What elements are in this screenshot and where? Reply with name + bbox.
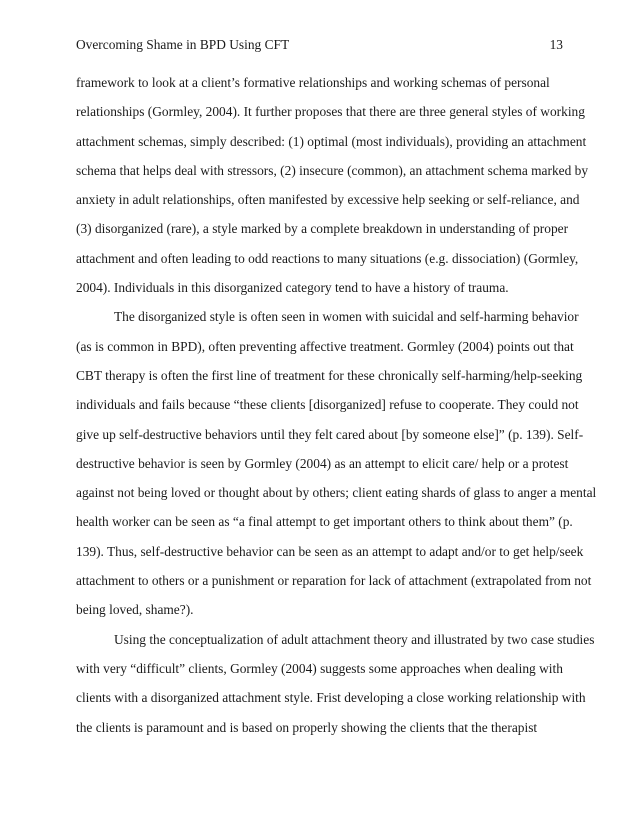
text-line: framework to look at a client’s formative relationships and working schemas of personal	[76, 75, 550, 90]
text-line: CBT therapy is often the first line of treatment for these chronically self-harming/help-seeking	[76, 367, 583, 383]
running-head: Overcoming Shame in BPD Using CFT	[76, 37, 290, 52]
text-line: attachment and often leading to odd reactions to many situations (e.g. dissociation) (Gormley,	[76, 250, 579, 266]
text-line: the clients is paramount and is based on properly showing the clients that the therapist	[76, 719, 538, 735]
paragraph-first-line: The disorganized style is often seen in women with suicidal and self-harming behavior	[114, 309, 579, 325]
text-line: with very “difficult” clients, Gormley (2004) suggests some approaches when dealing with	[76, 660, 563, 676]
text-line: being loved, shame?).	[76, 602, 194, 618]
text-line: 139). Thus, self-destructive behavior can be seen as an attempt to adapt and/or to get help/seek	[76, 543, 584, 559]
text-line: against not being loved or thought about by others; client eating shards of glass to anger a mental	[76, 485, 597, 501]
body-text	[76, 68, 597, 742]
page-number: 13	[549, 37, 563, 52]
text-line: health worker can be seen as “a final attempt to get important others to think about them” (p.	[76, 514, 573, 530]
paragraph-first-line: Using the conceptualization of adult attachment theory and illustrated by two case studies	[114, 631, 595, 647]
text-line: individuals and fails because “these clients [disorganized] refuse to cooperate. They could not	[76, 397, 579, 413]
text-line: (as is common in BPD), often preventing affective treatment. Gormley (2004) points out that	[76, 338, 574, 354]
text-line: give up self-destructive behaviors until they felt cared about [by someone else]” (p. 139). Self-	[76, 426, 584, 442]
text-line: attachment schemas, simply described: (1) optimal (most individuals), providing an attachment	[76, 133, 587, 149]
text-line: (3) disorganized (rare), a style marked by a complete breakdown in understanding of proper	[76, 221, 569, 237]
text-line: anxiety in adult relationships, often manifested by excessive help seeking or self-reliance, and	[76, 192, 580, 208]
text-line: clients with a disorganized attachment style. Frist developing a close working relationship with	[76, 690, 586, 706]
text-line: destructive behavior is seen by Gormley (2004) as an attempt to elicit care/ help or a protest	[76, 455, 569, 471]
text-line: relationships (Gormley, 2004). It further proposes that there are three general styles of working	[76, 104, 585, 120]
text-line: schema that helps deal with stressors, (2) insecure (common), an attachment schema marked by	[76, 162, 589, 178]
text-line: attachment to others or a punishment or reparation for lack of attachment (extrapolated from not	[76, 573, 592, 589]
text-line: 2004). Individuals in this disorganized category tend to have a history of trauma.	[76, 280, 509, 296]
